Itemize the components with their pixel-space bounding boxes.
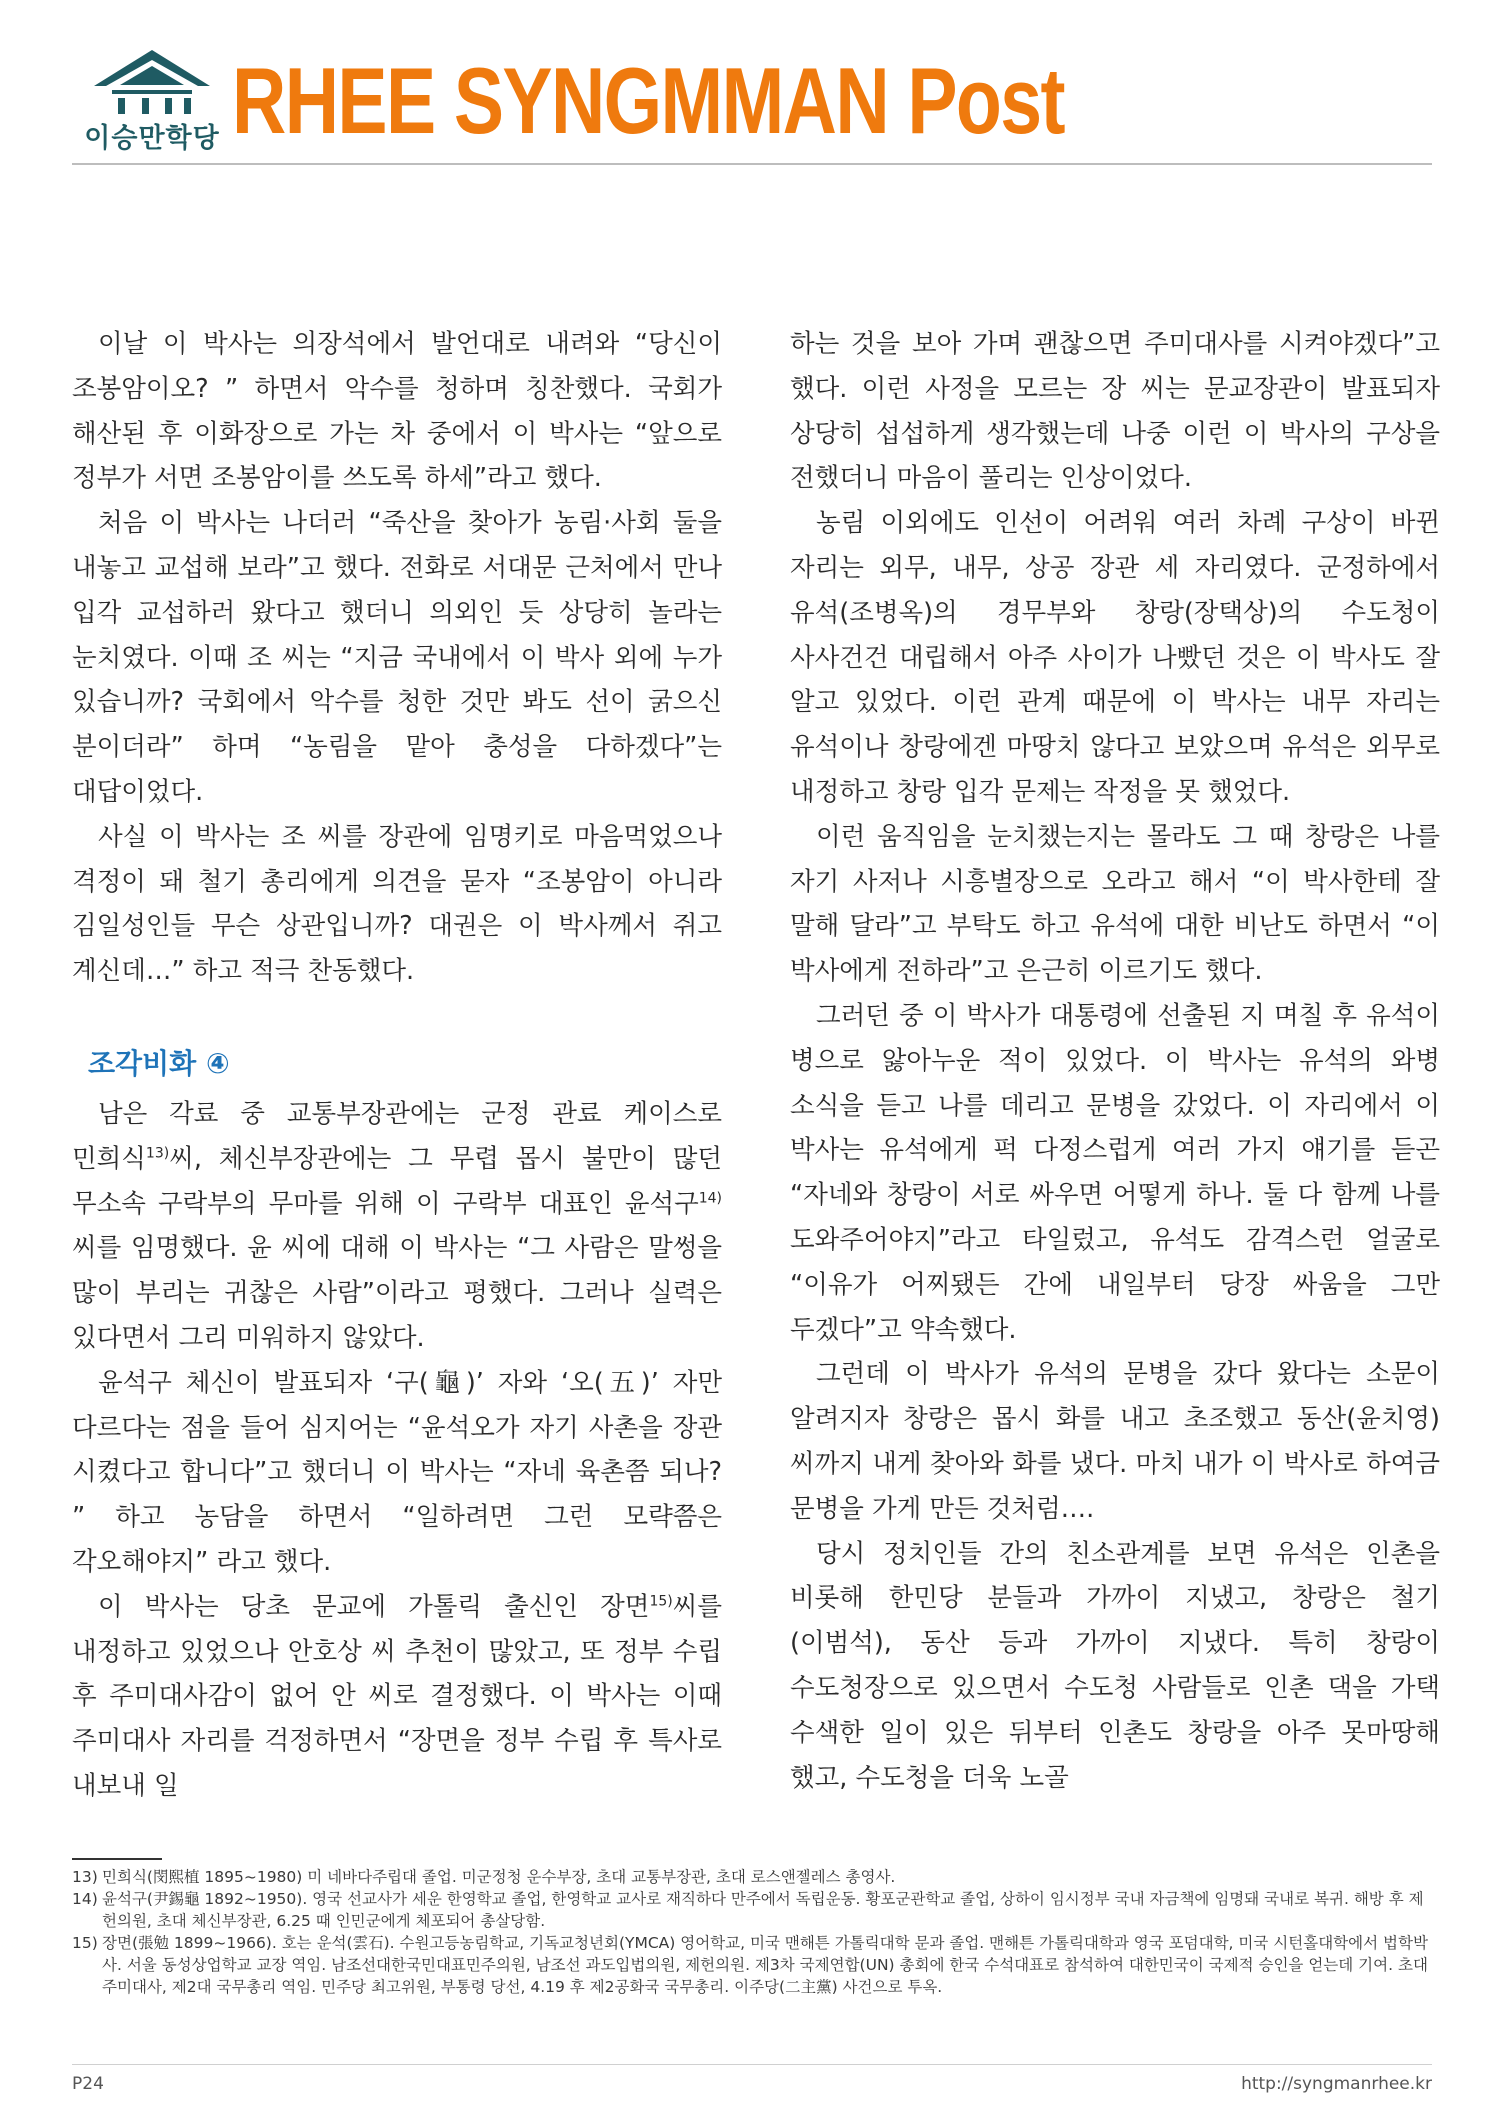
paragraph: 사실 이 박사는 조 씨를 장관에 임명키로 마음먹었으나 격정이 돼 철기 총리에게 의견을 묻자 “조봉암이 아니라 김일성인들 무슨 상관입니까? 대권은 이 박사께서 쥐고 계신데…” 하고 적극 찬동했다. (72, 821, 722, 987)
footnote-number: 15) (72, 1934, 98, 1952)
paragraph: 그런데 이 박사가 유석의 문병을 갔다 왔다는 소문이 알려지자 창랑은 몹시 화를 내고 초조했고 동산(윤치영) 씨까지 내게 찾아와 화를 냈다. 마치 내가 이 박사로 하여금 문병을 가게 만든 것처럼…. (790, 1359, 1440, 1524)
paragraph (72, 1092, 722, 1361)
footnote-number: 13) (72, 1868, 98, 1886)
text-run: 남은 각료 중 교통부장관에는 군정 관료 케이스로 민희식 (72, 1098, 722, 1174)
paragraph: 이런 움직임을 눈치챘는지는 몰라도 그 때 창랑은 나를 자기 사저나 시흥별장으로 오라고 해서 “이 박사한테 잘 말해 달라”고 부탁도 하고 유석에 대한 비난도 하면서 “이 박사에게 전하라”고 은근히 이르기도 했다. (790, 821, 1440, 987)
footnote (72, 1866, 1432, 1888)
footnotes (72, 1866, 1432, 1998)
text-run: 씨를 내정하고 있었으나 안호상 씨 추천이 많았고, 또 정부 수립 후 주미대사감이 없어 안 씨로 결정했다. 이 박사는 이때 주미대사 자리를 걱정하면서 “장면을 정부 수립 후 특사로 내보내 일 (72, 1591, 722, 1801)
footer-divider (72, 2064, 1432, 2065)
school-logo (72, 48, 232, 158)
footnote-ref: 13) (145, 1145, 170, 1162)
paragraph: 그러던 중 이 박사가 대통령에 선출된 지 며칠 후 유석이 병으로 앓아누운 적이 있었다. 이 박사는 유석의 와병 소식을 듣고 나를 데리고 문병을 갔었다. 이 자리에서 이 박사는 유석에게 퍽 다정스럽게 여러 가지 얘기를 듣곤 “자네와 창랑이 서로 싸우면 어떻게 하나. 둘 다 함께 나를 도와주어야지”라고 타일렀고, 유석도 감격스런 얼굴로 “이유가 어찌됐든 간에 내일부터 당장 싸움을 그만 두겠다”고 약속했다. (790, 1000, 1440, 1345)
paragraph: 윤석구 체신이 발표되자 ‘구(龜)’ 자와 ‘오(五)’ 자만 다르다는 점을 들어 심지어는 “윤석오가 자기 사촌을 장관 시켰다고 합니다”고 했더니 이 박사는 “자네 육촌쯤 되나? ” 하고 농담을 하면서 “일하려면 그런 모략쯤은 각오해야지” 라고 했다. (72, 1367, 722, 1577)
footnote-divider (72, 1858, 162, 1860)
house-icon (72, 48, 232, 118)
paragraph: 당시 정치인들 간의 친소관계를 보면 유석은 인촌을 비롯해 한민당 분들과 가까이 지냈고, 창랑은 철기(이범석), 동산 등과 가까이 지냈다. 특히 창랑이 수도청장으로 있으면서 수도청 사람들로 인촌 댁을 가택 수색한 일이 있은 뒤부터 인촌도 창랑을 아주 못마땅해 했고, 수도청을 더욱 노골 (790, 1538, 1440, 1793)
text-run: 씨, 체신부장관에는 그 무렵 몹시 불만이 많던 무소속 구락부의 무마를 위해 이 구락부 대표인 윤석구 (72, 1143, 722, 1219)
website-url[interactable]: http://syngmanrhee.kr (1241, 2074, 1432, 2094)
footnote-number: 14) (72, 1890, 98, 1908)
page-number: P24 (72, 2074, 104, 2094)
paragraph: 농림 이외에도 인선이 어려워 여러 차례 구상이 바뀐 자리는 외무, 내무, 상공 장관 세 자리였다. 군정하에서 유석(조병옥)의 경무부와 창랑(장택상)의 수도청이 사사건건 대립해서 아주 사이가 나빴던 것은 이 박사도 잘 알고 있었다. 이런 관계 때문에 이 박사는 내무 자리는 유석이나 창랑에겐 마땅치 않다고 보았으며 유석은 외무로 내정하고 창랑 입각 문제는 작정을 못 했었다. (790, 508, 1440, 807)
paragraph: 이날 이 박사는 의장석에서 발언대로 내려와 “당신이 조봉암이오? ” 하면서 악수를 청하며 칭찬했다. 국회가 해산된 후 이화장으로 가는 차 중에서 이 박사는 “앞으로 정부가 서면 조봉암이를 쓰도록 하세”라고 했다. (72, 329, 722, 494)
footnote-text: 윤석구(尹錫龜 1892~1950). 영국 선교사가 세운 한영학교 졸업, 한영학교 교사로 재직하다 만주에서 독립운동. 황포군관학교 졸업, 상하이 임시정부 국내 자금책에 임명돼 국내로 복귀. 해방 후 제헌의원, 초대 체신부장관, 6.25 때 인민군에게 체포되어 총살당함. (102, 1890, 1424, 1930)
section-heading: 조각비화 ④ (88, 1046, 230, 1080)
right-column (790, 322, 1440, 1800)
paragraph: 처음 이 박사는 나더러 “죽산을 찾아가 농림·사회 둘을 내놓고 교섭해 보라”고 했다. 전화로 서대문 근처에서 만나 입각 교섭하러 왔다고 했더니 의외인 듯 상당히 놀라는 눈치였다. 이때 조 씨는 “지금 국내에서 이 박사 외에 누가 있습니까? 국회에서 악수를 청한 것만 봐도 선이 굵으신 분이더라” 하며 “농림을 맡아 충성을 다하겠다”는 대답이었다. (72, 508, 722, 807)
masthead (72, 48, 1432, 158)
logo-text: 이승만학당 (84, 123, 220, 154)
left-column (72, 322, 722, 1809)
footnote-text: 장면(張勉 1899~1966). 호는 운석(雲石). 수원고등농림학교, 기독교청년회(YMCA) 영어학교, 미국 맨해튼 가톨릭대학 문과 졸업. 맨해튼 가톨릭대학과 영국 포덤대학, 미국 시턴홀대학에서 법학박사. 서울 동성상업학교 교장 역임. 남조선대한국민대표민주의원, 남조선 과도입법의원, 제헌의원. 제3차 국제연합(UN) 총회에 한국 수석대표로 참석하여 대한민국이 국제적 승인을 얻는데 기여. 초대 주미대사, 제2대 국무총리 역임. 민주당 최고위원, 부통령 당선, 4.19 후 제2공화국 국무총리. 이주당(二主黨) 사건으로 투옥. (102, 1934, 1428, 1996)
paragraph (72, 1585, 722, 1809)
text-run: 씨를 임명했다. 윤 씨에 대해 이 박사는 “그 사람은 말썽을 많이 부리는 귀찮은 사람”이라고 평했다. 그러나 실력은 있다면서 그리 미워하지 않았다. (72, 1233, 722, 1353)
footnote-text: 민희식(閔熙植 1895~1980) 미 네바다주립대 졸업. 미군정청 운수부장, 초대 교통부장관, 초대 로스앤젤레스 총영사. (102, 1868, 896, 1886)
header-divider (72, 163, 1432, 165)
text-run: 이 박사는 당초 문교에 가톨릭 출신인 장면 (98, 1591, 650, 1622)
footnote-ref: 15) (649, 1593, 673, 1610)
footnote (72, 1888, 1432, 1932)
footnote-ref: 14) (698, 1190, 722, 1207)
brand-title: RHEE SYNGMMAN Post (232, 48, 1064, 153)
paragraph: 하는 것을 보아 가며 괜찮으면 주미대사를 시켜야겠다”고 했다. 이런 사정을 모르는 장 씨는 문교장관이 발표되자 상당히 섭섭하게 생각했는데 나중 이런 이 박사의 구상을 전했더니 마음이 풀리는 인상이었다. (790, 329, 1440, 494)
footnote (72, 1932, 1432, 1998)
